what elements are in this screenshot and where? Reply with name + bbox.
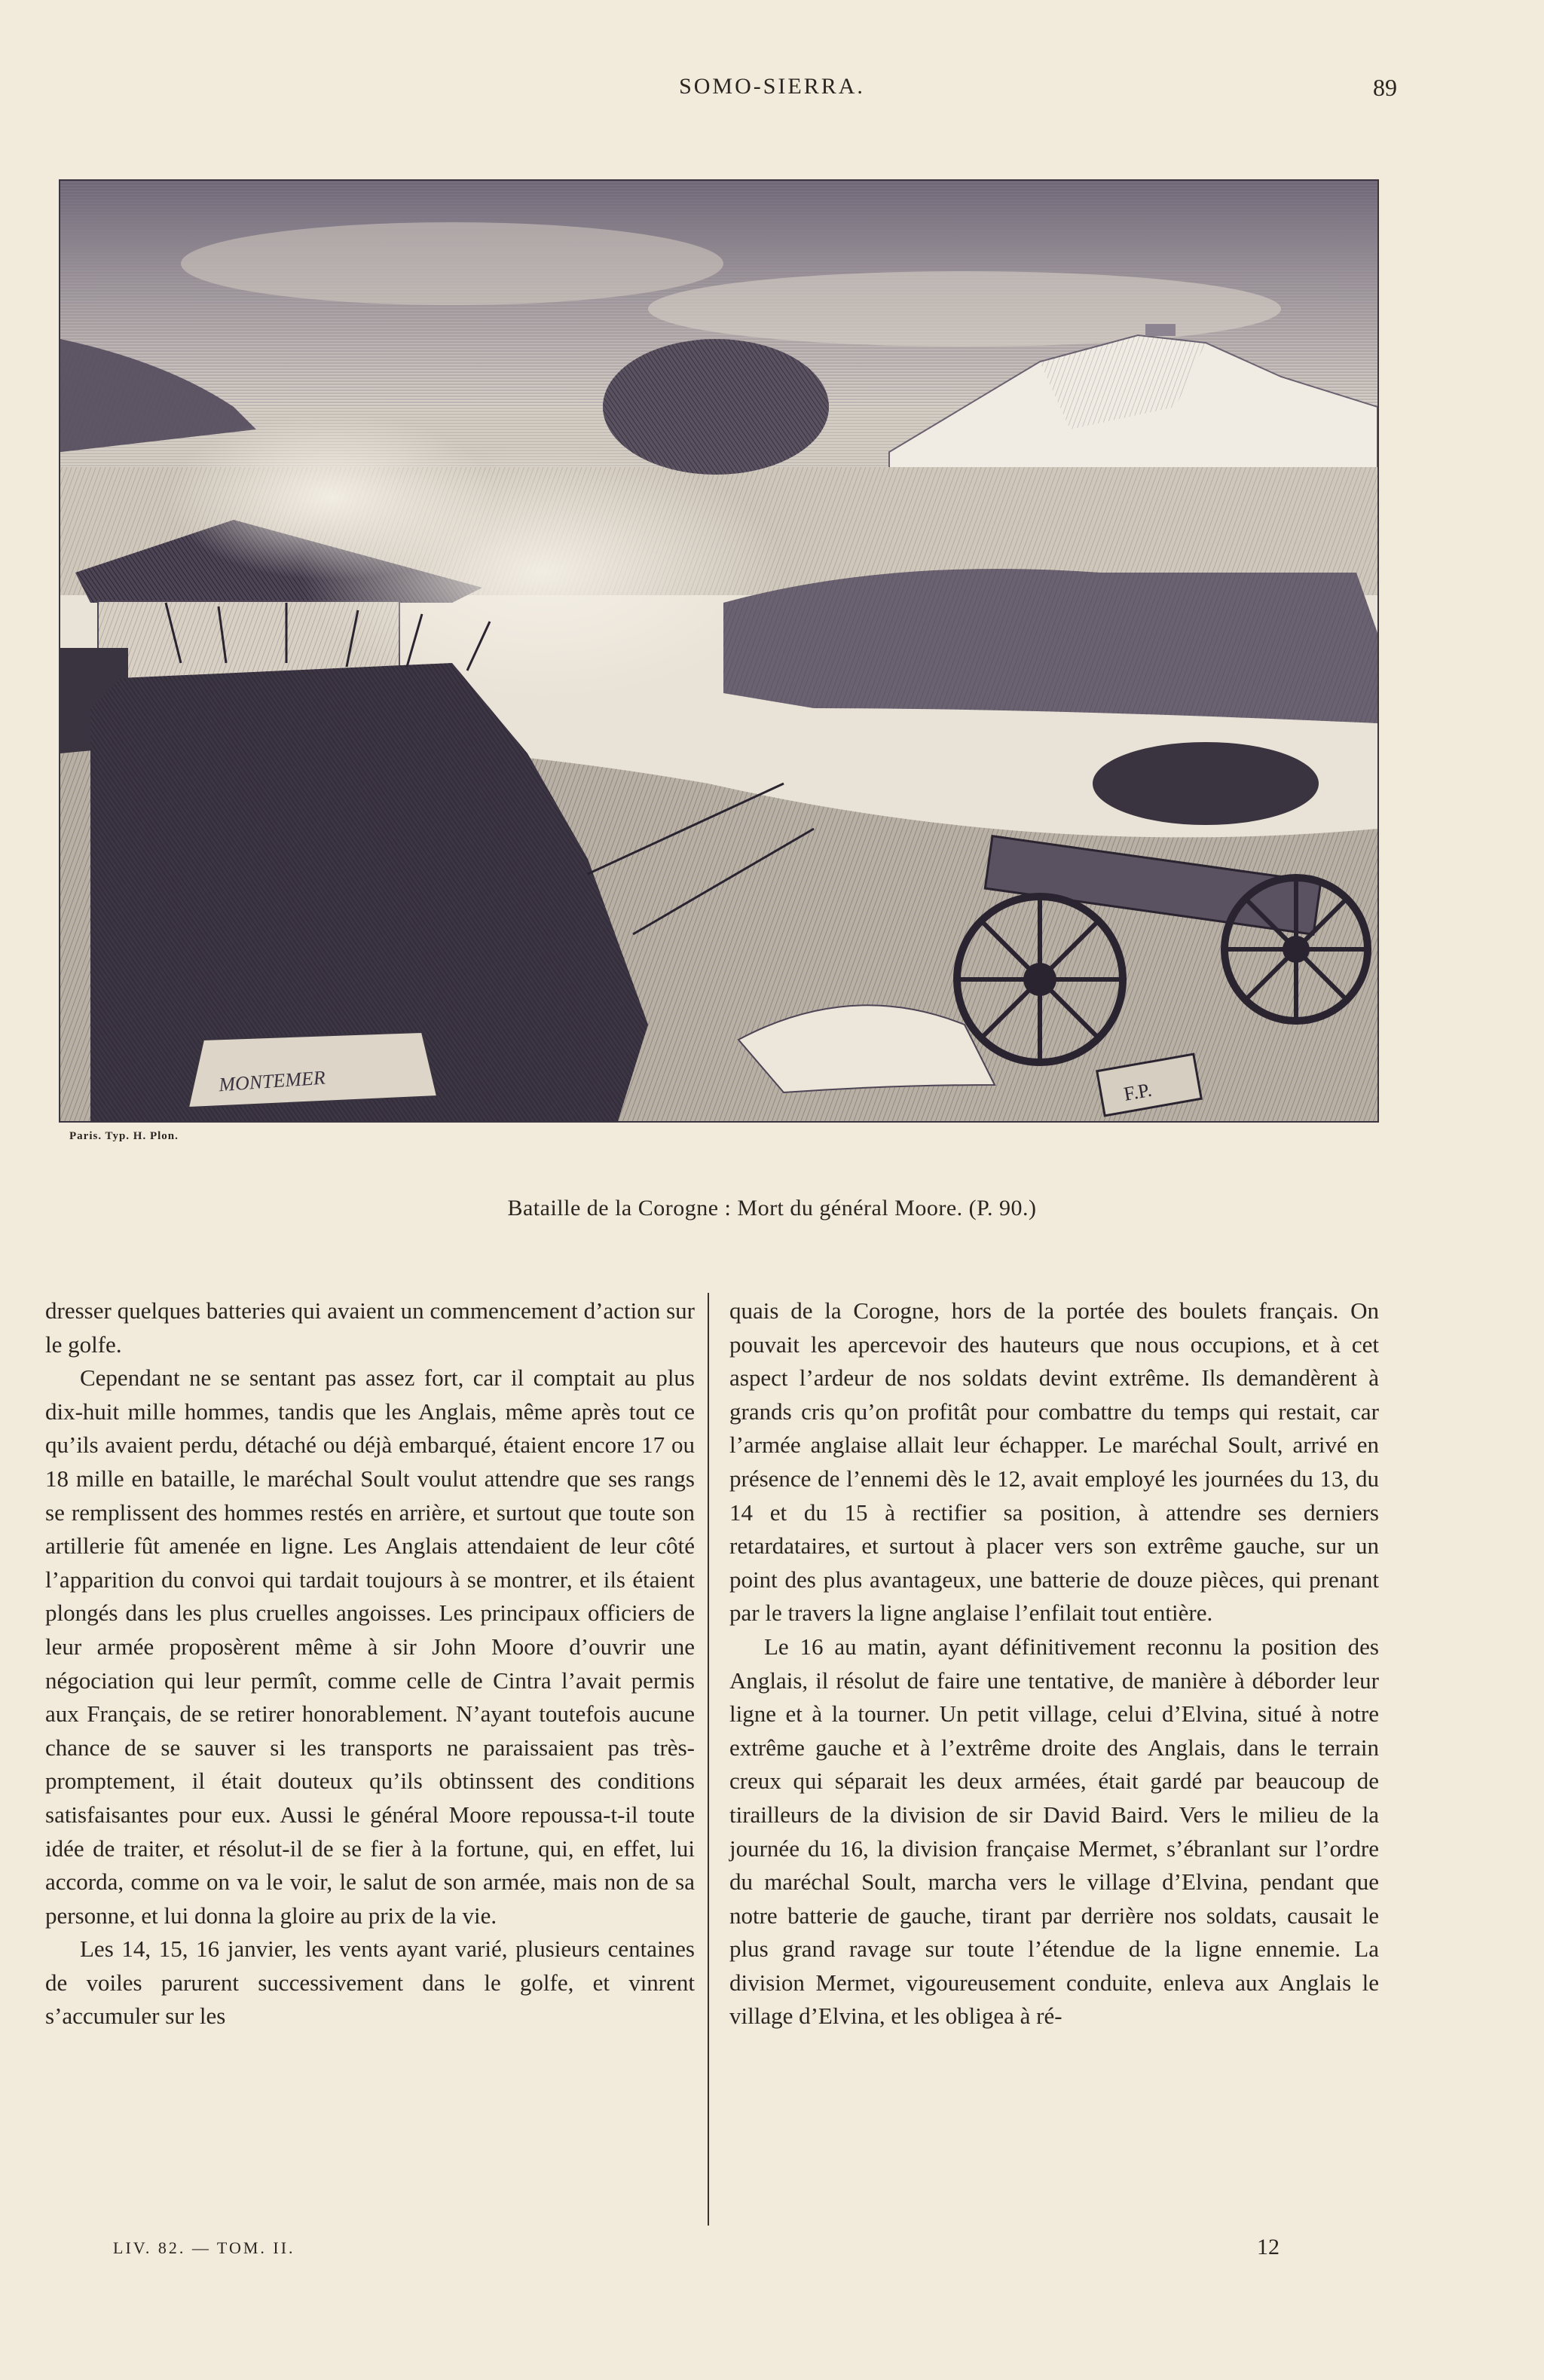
running-title: SOMO-SIERRA. bbox=[679, 74, 865, 99]
signature-mark: 12 bbox=[1257, 2235, 1280, 2259]
left-column bbox=[45, 1294, 695, 2033]
engraving-artwork bbox=[60, 181, 1377, 1121]
printer-credit: Paris. Typ. H. Plon. bbox=[69, 1130, 179, 1142]
printer-signature: LIV. 82. — TOM. II. bbox=[113, 2238, 295, 2257]
column-divider bbox=[708, 1293, 709, 2226]
fallen-horse bbox=[1093, 742, 1319, 825]
inscribed-stone bbox=[188, 1032, 437, 1108]
paragraph: Cependant ne se sentant pas assez fort, car il comptait au plus dix-huit mille hommes, tandis que les Anglais, même après tout ce qu’ils avaient perdu, détaché ou déjà embarqué, étaient encore 17 ou 18 mille en bataille, le maréchal Soult voulut attendre que ses rangs se remplissent des hommes restés en arrière, et surtout que toute son artillerie fût amenée en ligne. Les Anglais attendaient de leur côté l’apparition du convoi qui tardait toujours à se montrer, et ils étaient plongés dans les plus cruelles angoisses. Les principaux officiers de leur armée proposèrent même à sir John Moore d’ouvrir une négociation qui leur permît, comme celle de Cintra l’avait permis aux Français, de se retirer honorablement. N’ayant toutefois aucune chance de se sauver si les transports ne paraissaient pas très-promptement, il était douteux qu’ils obtinssent des conditions satisfaisantes pour eux. Aussi le général Moore repoussa-t-il toute idée de traiter, et résolut-il de se fier à la fortune, qui, en effet, lui accorda, comme on va le voir, le salut de son armée, mais non de sa personne, et lui donna la gloire au prix de la vie. bbox=[45, 1364, 695, 1929]
right-column bbox=[729, 1294, 1379, 2033]
paragraph: Le 16 au matin, ayant définitivement reconnu la position des Anglais, il résolut de faire une tentative, de manière à déborder leur ligne et à la tourner. Un petit village, celui d’Elvina, situé à notre extrême gauche et à l’extrême droite des Anglais, dans le terrain creux qui séparait les deux armées, était gardé par beaucoup de tirailleurs de la division de sir David Baird. Vers le milieu de la journée du 16, la division française Mermet, s’ébranlant sur l’ordre du maréchal Soult, marcha vers le village d’Elvina, pendant que notre batterie de gauche, tirant par derrière nos soldats, causait le plus grand ravage sur toute l’étendue de la ligne ennemie. La division Mermet, vigoureusement conduite, enleva aux Anglais le village d’Elvina, et les obligea à ré- bbox=[729, 1633, 1379, 2030]
paragraph: quais de la Corogne, hors de la portée des boulets français. On pouvait les apercevoir des hauteurs que nous occupions, et à cet aspect l’ardeur de nos soldats devint extrême. Ils demandèrent à grands cris qu’on profitât pour combattre du temps qui restait, car l’armée anglaise allait leur échapper. Le maréchal Soult, arrivé en présence de l’ennemi dès le 12, avait employé les journées du 13, du 14 et du 15 à rectifier sa position, à attendre ses derniers retardataires, et surtout à placer vers son extrême gauche, sur un point des plus avantageux, une batterie de douze pièces, qui prenant par le travers la ligne anglaise l’enfilait tout entière. bbox=[729, 1297, 1379, 1627]
page-number: 89 bbox=[1373, 74, 1397, 101]
illustration-caption: Bataille de la Corogne : Mort du général Moore. (P. 90.) bbox=[507, 1196, 1037, 1221]
paragraph: Les 14, 15, 16 janvier, les vents ayant varié, plusieurs centaines de voiles parurent successivement dans le golfe, et vinrent s’accumuler sur les bbox=[45, 1935, 695, 2030]
stone-inscription: MONTEMER bbox=[218, 1066, 326, 1096]
crate-marking: F.P. bbox=[1122, 1078, 1154, 1105]
battle-engraving bbox=[59, 179, 1379, 1123]
paragraph: dresser quelques batteries qui avaient un commencement d’action sur le golfe. bbox=[45, 1297, 695, 1358]
